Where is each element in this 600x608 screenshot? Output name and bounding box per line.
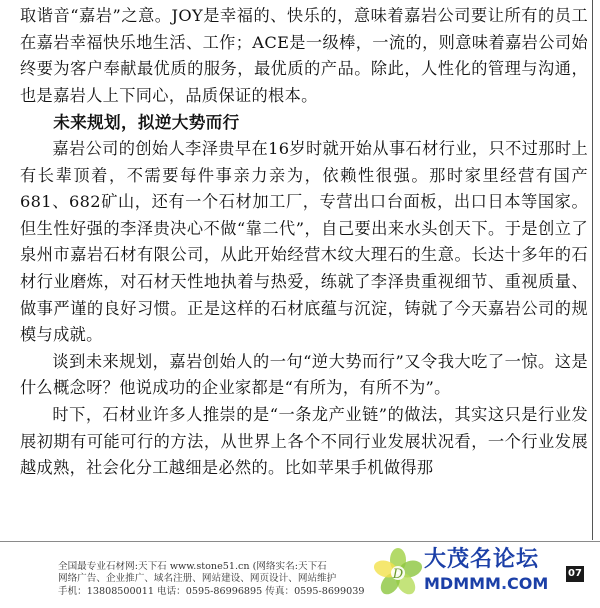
paragraph-future-plan: 谈到未来规划，嘉岩创始人的一句“逆大势而行”又令我大吃了一惊。这是什么概念呀？他说成功的企业家都是“有所为，有所不为”。 xyxy=(20,351,588,398)
footer-divider xyxy=(0,541,600,542)
right-margin-rule xyxy=(592,0,593,540)
forum-title: 大茂名论坛 xyxy=(424,547,540,572)
article-body xyxy=(20,3,588,482)
intro-paragraph: 取谐音“嘉岩”之意。JOY是幸福的、快乐的，意味着嘉岩公司要让所有的员工在嘉岩幸福快乐地生活、工作；ACE是一级棒，一流的，则意味着嘉岩公司始终要为客户奉献最优质的服务，最优质的产品。除此，人性化的管理与沟通，也是嘉岩人上下同心，品质保证的根本。 xyxy=(20,6,588,105)
forum-url-tld: COM xyxy=(507,574,549,593)
flower-logo-icon xyxy=(370,548,426,598)
footer-line-website: 全国最专业石材网:天下石 www.stone51.cn (网络实名:天下石 xyxy=(58,561,327,572)
svg-text:D: D xyxy=(392,567,404,582)
section-heading: 未来规划，拟逆大势而行 xyxy=(53,112,240,133)
paragraph-founder: 嘉岩公司的创始人李泽贵早在16岁时就开始从事石材行业，只不过那时上有长辈顶着，不需要每件事亲力亲为，依赖性很强。那时家里经营有国产681、682矿山，还有一个石材加工厂，专营出口台面板，出口日本等国家。但生性好强的李泽贵决心不做“靠二代”，自己要出来水头创天下。于是创立了泉州市嘉岩石材有限公司，从此开始经营木纹大理石的生意。长达十多年的石材行业磨炼，对石材天性地执着与热爱，练就了李泽贵重视细节、重视质量、做事严谨的良好习惯。正是这样的石材底蕴与沉淀，铸就了今天嘉岩公司的规模与成就。 xyxy=(20,138,588,345)
page-number: 07 xyxy=(566,566,584,582)
forum-watermark xyxy=(370,546,560,600)
footer-line-phone: 手机：13808500011 电话：0595-86996895 传真：0595-8699039 xyxy=(58,585,365,597)
forum-url-dot: . xyxy=(500,574,508,593)
footer-line-services: 网络广告、企业推广、域名注册、网站建设、网页设计、网站维护 xyxy=(58,573,337,585)
forum-url-name: MDMMM xyxy=(424,574,501,593)
forum-url xyxy=(424,574,548,594)
paragraph-industry-chain: 时下，石材业许多人推崇的是“一条龙产业链”的做法，其实这只是行业发展初期有可能可行的方法，从世界上各个不同行业发展状况看，一个行业发展越成熟，社会化分工越细是必然的。比如苹果手机做得那 xyxy=(20,404,588,478)
footer-contact-info xyxy=(58,561,378,598)
